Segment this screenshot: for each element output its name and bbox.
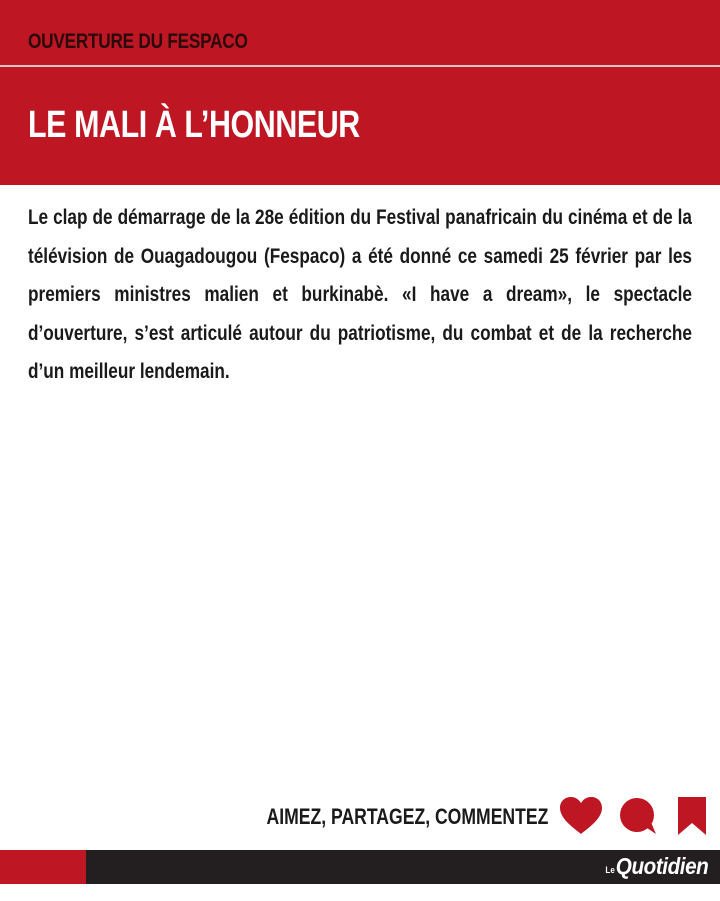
call-to-action [0,792,720,840]
category-label: OUVERTURE DU FESPACO [28,30,248,53]
brand-logo [605,853,708,880]
footer-dark-block [86,850,720,884]
logo-prefix: Le [605,865,615,875]
logo-name: Quotidien [615,853,708,879]
footer-red-block [0,850,86,884]
bookmark-icon[interactable] [676,796,708,836]
heart-icon[interactable] [558,796,604,836]
comment-bubble-icon[interactable] [618,796,658,836]
article-body: Le clap de démarrage de la 28e édition du Festival panafricain du cinéma et de la télévision de Ouagadougou (Fespaco) a été donné ce samedi 25 février par les premiers ministres malien et burkinabè. «I have a dream», le spectacle d’ouverture, s’est articulé autour du patriotisme, du combat et de la recherche d’un meilleur lendemain. [28,205,692,383]
footer-bar [0,850,720,884]
header-band [0,0,720,185]
header-divider [0,65,720,67]
cta-text: AIMEZ, PARTAGEZ, COMMENTEZ [266,804,548,829]
headline: LE MALI À L’HONNEUR [28,104,360,146]
